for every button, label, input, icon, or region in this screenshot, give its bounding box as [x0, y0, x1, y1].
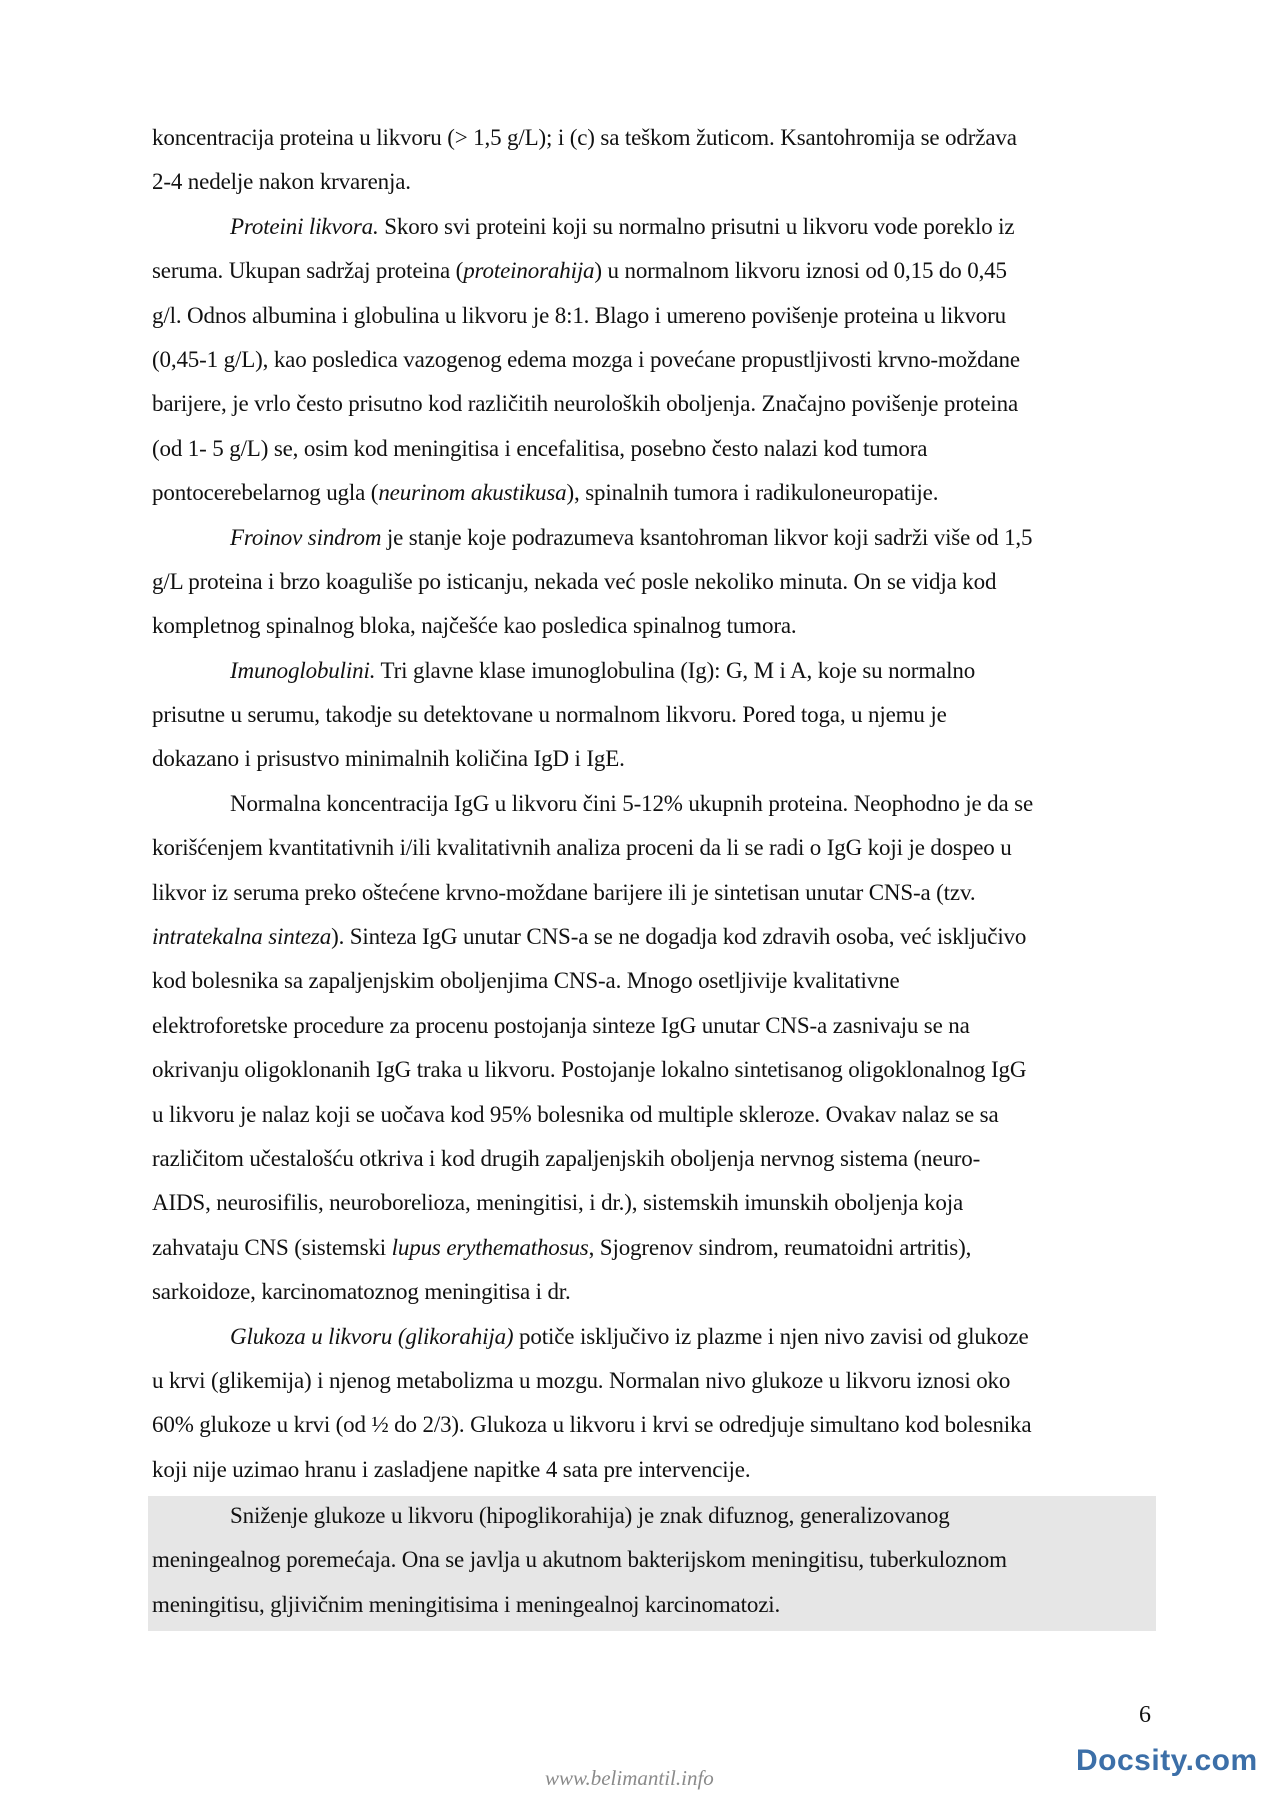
- text-line: [152, 1359, 1162, 1403]
- highlighted-line: meningitisu, gljivičnim meningitisima i meningealnoj karcinomatozi.: [152, 1591, 781, 1617]
- italic-term: Glukoza u likvoru (glikorahija): [230, 1323, 514, 1349]
- text-line: [152, 471, 1162, 515]
- text-run: u likvoru je nalaz koji se uočava kod 95% bolesnika od multiple skleroze. Ovakav nalaz se sa: [152, 1101, 999, 1127]
- text-run: različitom učestalošću otkriva i kod drugih zapaljenjskih oboljenja nervnog sistema (neuro-: [152, 1145, 981, 1171]
- text-line: [152, 338, 1162, 382]
- text-run: (0,45-1 g/L), kao posledica vazogenog edema mozga i povećane propustljivosti krvno-moždane: [152, 346, 1020, 372]
- text-run: likvor iz seruma preko oštećene krvno-moždane barijere ili je sintetisan unutar CNS-a (tzv.: [152, 879, 976, 905]
- text-line: [152, 1004, 1162, 1048]
- text-line: [152, 782, 1162, 826]
- text-run: ) u normalnom likvoru iznosi od 0,15 do 0,45: [594, 258, 1007, 284]
- text-run: okrivanju oligoklonanih IgG traka u likvoru. Postojanje lokalno sintetisanog oligoklonalnog IgG: [152, 1057, 1027, 1083]
- body-text: [152, 116, 1162, 1492]
- text-line: [152, 1403, 1162, 1447]
- text-line: [152, 1448, 1162, 1492]
- text-run: 2-4 nedelje nakon krvarenja.: [152, 169, 411, 195]
- text-run: elektroforetske procedure za procenu postojanja sinteze IgG unutar CNS-a zasnivaju se na: [152, 1012, 970, 1038]
- paragraph: [152, 516, 1162, 649]
- text-run: (od 1- 5 g/L) se, osim kod meningitisa i encefalitisa, posebno često nalazi kod tumora: [152, 435, 928, 461]
- text-run: kompletnog spinalnog bloka, najčešće kao posledica spinalnog tumora.: [152, 613, 797, 639]
- paragraph: [152, 649, 1162, 782]
- italic-term: lupus erythemathosus: [391, 1234, 589, 1260]
- docsity-logo[interactable]: Docsity.com: [1076, 1744, 1258, 1777]
- text-line: [152, 871, 1162, 915]
- text-run: potiče isključivo iz plazme i njen nivo zavisi od glukoze: [513, 1323, 1029, 1349]
- text-run: prisutne u serumu, takodje su detektovane u normalnom likvoru. Pored toga, u njemu je: [152, 702, 947, 728]
- text-line: [152, 1137, 1162, 1181]
- text-line: [152, 382, 1162, 426]
- text-run: Skoro svi proteini koji su normalno prisutni u likvoru vode poreklo iz: [378, 213, 1015, 239]
- text-run: ). Sinteza IgG unutar CNS-a se ne dogadja kod zdravih osoba, već isključivo: [331, 924, 1027, 950]
- italic-term: Proteini likvora.: [230, 213, 379, 239]
- text-line: [152, 1093, 1162, 1137]
- text-run: koji nije uzimao hranu i zasladjene napitke 4 sata pre intervencije.: [152, 1456, 751, 1482]
- text-line: [152, 737, 1162, 781]
- text-run: sarkoidoze, karcinomatoznog meningitisa i dr.: [152, 1279, 571, 1305]
- text-run: ), spinalnih tumora i radikuloneuropatije.: [566, 480, 939, 506]
- text-line: [152, 959, 1162, 1003]
- text-run: zahvataju CNS (sistemski: [152, 1234, 392, 1260]
- italic-term: Imunoglobulini.: [230, 657, 376, 683]
- italic-term: Froinov sindrom: [230, 524, 382, 550]
- text-line: [152, 427, 1162, 471]
- text-line: [152, 560, 1162, 604]
- watermark-link[interactable]: www.belimantil.info: [545, 1766, 714, 1790]
- highlighted-line: meningealnog poremećaja. Ona se javlja u akutnom bakterijskom meningitisu, tuberkuloznom: [152, 1547, 1007, 1573]
- paragraph: [152, 782, 1162, 1315]
- text-run: g/L proteina i brzo koaguliše po isticanju, nekada već posle nekoliko minuta. On se vidja kod: [152, 568, 997, 594]
- text-run: barijere, je vrlo često prisutno kod različitih neuroloških oboljenja. Značajno povišenje proteina: [152, 391, 1019, 417]
- text-line: [152, 160, 1162, 204]
- text-line: [152, 116, 1162, 160]
- text-line: [152, 1270, 1162, 1314]
- text-line: [152, 649, 1162, 693]
- text-line: [152, 1181, 1162, 1225]
- paragraph: [152, 1315, 1162, 1493]
- text-line: [152, 604, 1162, 648]
- italic-term: intratekalna sinteza: [152, 924, 332, 950]
- text-line: [152, 294, 1162, 338]
- text-run: Tri glavne klase imunoglobulina (Ig): G, M i A, koje su normalno: [375, 657, 976, 683]
- text-run: je stanje koje podrazumeva ksantohroman likvor koji sadrži više od 1,5: [381, 524, 1033, 550]
- text-line: [152, 1226, 1162, 1270]
- text-run: pontocerebelarnog ugla (: [152, 480, 379, 506]
- text-line: [152, 693, 1162, 737]
- italic-term: neurinom akustikusa: [378, 480, 567, 506]
- text-line: [152, 1048, 1162, 1092]
- text-run: korišćenjem kvantitativnih i/ili kvalitativnih analiza proceni da li se radi o IgG koji je dospeo u: [152, 835, 1012, 861]
- text-line: [152, 826, 1162, 870]
- text-run: 60% glukoze u krvi (od ½ do 2/3). Glukoza u likvoru i krvi se odredjuje simultano kod bolesnika: [152, 1412, 1032, 1438]
- text-line: [152, 516, 1162, 560]
- text-line: [152, 1315, 1162, 1359]
- text-line: [152, 249, 1162, 293]
- text-line: [152, 205, 1162, 249]
- text-run: koncentracija proteina u likvoru (> 1,5 g/L); i (c) sa teškom žuticom. Ksantohromija se održava: [152, 125, 1017, 150]
- text-run: g/l. Odnos albumina i globulina u likvoru je 8:1. Blago i umereno povišenje proteina u likvoru: [152, 302, 1007, 328]
- italic-term: proteinorahija: [463, 258, 595, 284]
- text-run: kod bolesnika sa zapaljenjskim oboljenjima CNS-a. Mnogo osetljivije kvalitativne: [152, 968, 900, 994]
- text-run: Normalna koncentracija IgG u likvoru čini 5-12% ukupnih proteina. Neophodno je da se: [230, 790, 1034, 816]
- text-run: u krvi (glikemija) i njenog metabolizma u mozgu. Normalan nivo glukoze u likvoru iznosi oko: [152, 1367, 1011, 1393]
- text-line: [152, 915, 1162, 959]
- paragraph: [152, 205, 1162, 516]
- text-run: seruma. Ukupan sadržaj proteina (: [152, 258, 464, 284]
- highlighted-paragraph: [152, 1494, 1152, 1627]
- highlighted-line: Sniženje glukoze u likvoru (hipoglikorahija) je znak difuznog, generalizovanog: [230, 1503, 950, 1528]
- text-run: AIDS, neurosifilis, neuroborelioza, meningitisi, i dr.), sistemskih imunskih oboljenja koja: [152, 1190, 964, 1216]
- paragraph: [152, 116, 1162, 205]
- text-run: , Sjogrenov sindrom, reumatoidni artritis),: [588, 1234, 972, 1260]
- page-number: 6: [1139, 1702, 1151, 1728]
- text-run: dokazano i prisustvo minimalnih količina IgD i IgE.: [152, 746, 625, 772]
